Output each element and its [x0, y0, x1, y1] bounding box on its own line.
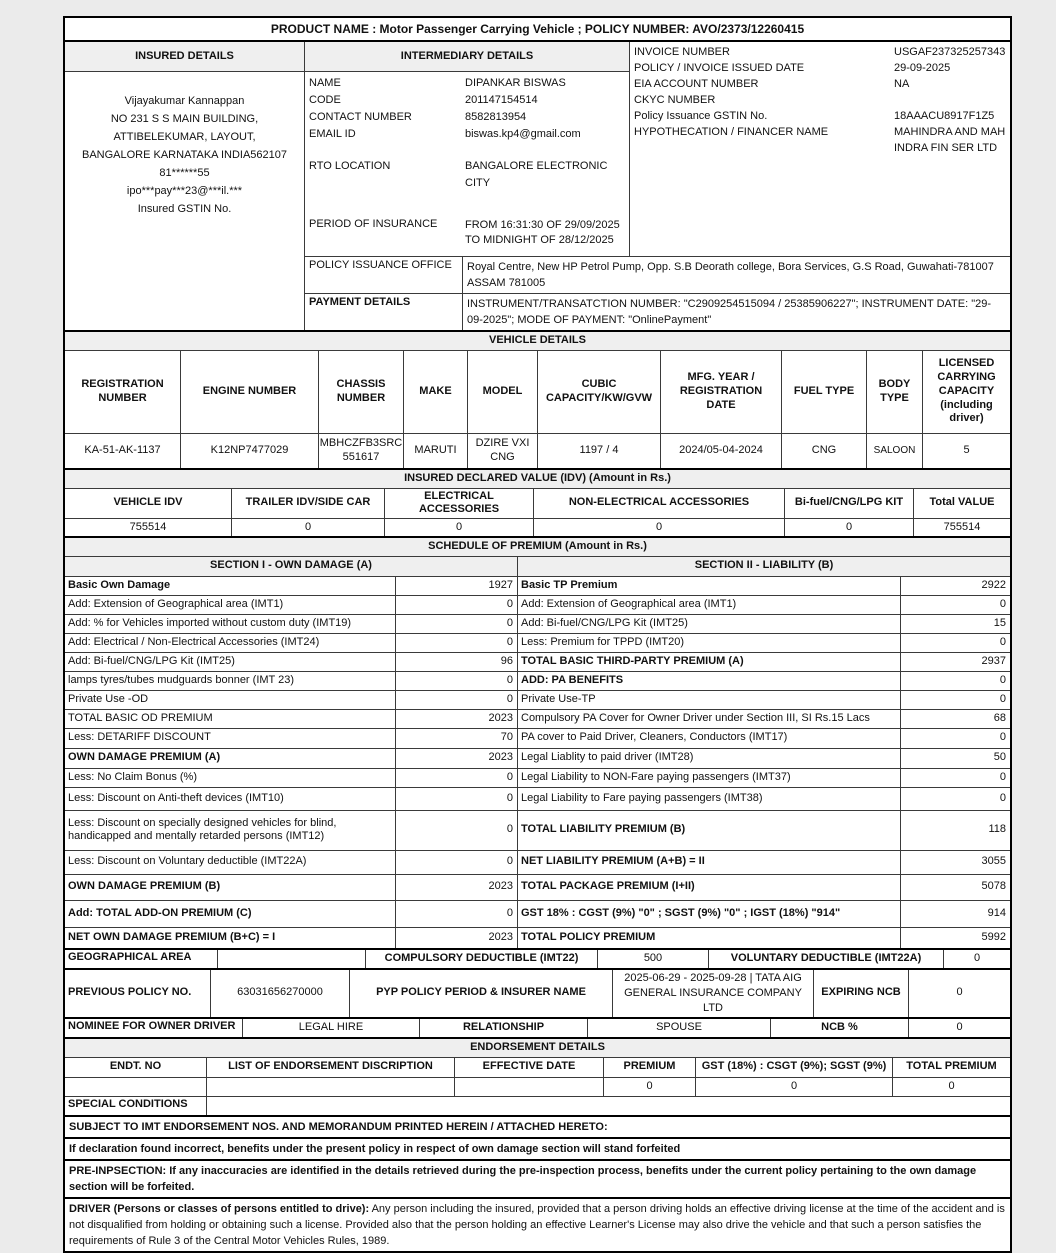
vehicle-header-cell: MODEL [467, 351, 537, 433]
od-item-value: 0 [395, 901, 517, 927]
od-item-value: 0 [395, 615, 517, 633]
tp-item-value: 0 [900, 729, 1010, 748]
endorsement-header-cell: ENDT. NO [109, 1060, 162, 1073]
od-item-value: 0 [395, 769, 517, 787]
od-item-value: 2023 [395, 710, 517, 728]
tp-item-value: 5992 [900, 928, 1010, 948]
vehicle-header-cell: REGISTRATION NUMBER [81, 378, 164, 404]
insured-address-line: ATTIBELEKUMAR, LAYOUT, [113, 131, 256, 143]
insured-address-line: BANGALORE KARNATAKA INDIA562107 [81, 149, 287, 161]
field-value: DIPANKAR BISWAS [465, 77, 566, 89]
pyp-period-label: PYP POLICY PERIOD & INSURER NAME [349, 970, 612, 1017]
field-label: Policy Issuance GSTIN No. [634, 110, 768, 122]
od-item-value: 2023 [395, 875, 517, 900]
field-value: 8582813954 [465, 111, 527, 123]
invoice-row [634, 124, 1006, 156]
invoice-row [634, 92, 1006, 108]
field-label: EMAIL ID [309, 128, 356, 140]
expiring-ncb-label: EXPIRING NCB [813, 970, 908, 1017]
intermediary-row [309, 109, 625, 126]
tp-item-label: Less: Premium for TPPD (IMT20) [517, 634, 900, 652]
tp-item-value: 5078 [900, 875, 1010, 900]
vehicle-value-cell: MARUTI [403, 434, 467, 468]
idv-title: INSURED DECLARED VALUE (IDV) (Amount in Rs.) [65, 468, 1010, 488]
od-item-value: 70 [395, 729, 517, 748]
vehicle-header-cell: MFG. YEAR / REGISTRATION DATE [660, 351, 781, 433]
tp-item-value: 2922 [900, 577, 1010, 595]
premium-row [65, 671, 1010, 690]
idv-value-cell: 0 [231, 519, 384, 536]
premium-section-header-row [65, 556, 1010, 576]
od-item-value: 2023 [395, 749, 517, 768]
premium-row [65, 614, 1010, 633]
preinspection-note: PRE-INPSECTION: If any inaccuracies are identified in the details retrieved during the pre-inspection process, benefits under the current policy pertaining to the own damage section will be forfeited. [65, 1159, 1010, 1197]
od-item-label: TOTAL BASIC OD PREMIUM [68, 711, 213, 724]
field-label: CODE [309, 94, 341, 106]
vehicle-header-cell: BODY TYPE [866, 351, 922, 433]
premium-row [65, 652, 1010, 671]
tp-item-label: Basic TP Premium [517, 577, 900, 595]
premium-row [65, 633, 1010, 652]
field-label: HYPOTHECATION / FINANCER NAME [634, 126, 829, 138]
field-label: INVOICE NUMBER [634, 46, 730, 58]
od-item-label: Basic Own Damage [68, 578, 171, 591]
previous-policy-label: PREVIOUS POLICY NO. [68, 986, 192, 999]
tp-item-value: 50 [900, 749, 1010, 768]
previous-policy-row [65, 968, 1010, 1017]
endorsement-details-title: ENDORSEMENT DETAILS [65, 1037, 1010, 1057]
od-item-label: Less: Discount on Voluntary deductible (IMT22A) [68, 855, 307, 868]
policy-document [63, 16, 1012, 1253]
vehicle-header-cell: FUEL TYPE [781, 351, 866, 433]
pyp-period-value: 2025-06-29 - 2025-09-28 | TATA AIG GENERAL INSURANCE COMPANY LTD [612, 970, 813, 1017]
field-label: NAME [309, 77, 341, 89]
compulsory-deductible-label: COMPULSORY DEDUCTIBLE (IMT22) [365, 950, 597, 968]
vehicle-value-cell: 1197 / 4 [537, 434, 660, 468]
insured-email-masked: ipo***pay***23@***il.*** [126, 185, 243, 197]
idv-value-cell: 755514 [129, 520, 167, 533]
intermediary-row [309, 126, 625, 143]
field-label: POLICY / INVOICE ISSUED DATE [634, 62, 805, 74]
od-item-label: Less: Discount on specially designed vehicles for blind, handicapped and mentally retarded persons (IMT12) [68, 816, 337, 843]
endorsement-value-cell: 0 [892, 1078, 1010, 1096]
vehicle-value-cell: SALOON [866, 434, 922, 468]
od-item-value: 0 [395, 788, 517, 810]
premium-row [65, 748, 1010, 768]
premium-row [65, 595, 1010, 614]
field-value: biswas.kp4@gmail.com [465, 128, 581, 140]
vehicle-table-header [65, 350, 1010, 433]
geographical-area-label: GEOGRAPHICAL AREA [68, 950, 192, 963]
endorsement-value-cell [454, 1078, 603, 1096]
idv-header-cell: ELECTRICAL ACCESSORIES [384, 489, 533, 519]
od-item-label: lamps tyres/tubes mudguards bonner (IMT 23) [68, 673, 295, 686]
vehicle-value-cell: KA-51-AK-1137 [84, 443, 161, 456]
driver-clause-text: Any person including the insured, provided that a person driving holds an effective driving license at the time of the accident and is not disqualified from holding or obtaining such a license. Provided also that the person holding an effective Learner's License may also drive the vehicle and that such a person satisfies the requirements of Rule 3 of the Central Motor Vehicles Rules, 1989. [69, 1202, 1005, 1247]
idv-header-cell: Bi-fuel/CNG/LPG KIT [784, 489, 913, 519]
tp-item-label: TOTAL BASIC THIRD-PARTY PREMIUM (A) [517, 653, 900, 671]
vehicle-value-cell: CNG [781, 434, 866, 468]
endorsement-header-cell: GST (18%) : CSGT (9%); SGST (9%) [695, 1058, 892, 1077]
field-value: MAHINDRA AND MAHINDRA FIN SER LTD [894, 126, 1006, 154]
relationship-label: RELATIONSHIP [419, 1019, 587, 1037]
endorsement-values-row [65, 1077, 1010, 1096]
field-value: NA [894, 78, 910, 90]
idv-header-cell: Total VALUE [913, 489, 1010, 519]
tp-item-value: 3055 [900, 851, 1010, 874]
premium-row [65, 576, 1010, 595]
invoice-row [634, 108, 1006, 124]
tp-item-label: ADD: PA BENEFITS [517, 672, 900, 690]
tp-item-label: GST 18% : CGST (9%) "0" ; SGST (9%) "0" ; IGST (18%) "914" [517, 901, 900, 927]
tp-item-value: 914 [900, 901, 1010, 927]
relationship-value: SPOUSE [587, 1019, 770, 1037]
vehicle-value-cell: 2024/05-04-2024 [660, 434, 781, 468]
od-item-label: Add: TOTAL ADD-ON PREMIUM (C) [68, 906, 252, 919]
premium-row [65, 787, 1010, 810]
nominee-row [65, 1017, 1010, 1037]
idv-header-row [65, 488, 1010, 519]
premium-row [65, 810, 1010, 850]
vehicle-header-cell: LICENSED CARRYING CAPACITY (including driver) [922, 351, 1010, 433]
field-label: RTO LOCATION [309, 160, 391, 172]
intermediary-row [309, 92, 625, 109]
endorsement-header-cell: PREMIUM [603, 1058, 695, 1077]
expiring-ncb-value: 0 [908, 970, 1010, 1017]
insured-address-line: NO 231 S S MAIN BUILDING, [110, 113, 259, 125]
endorsement-header-row [65, 1057, 1010, 1077]
tp-item-label: NET LIABILITY PREMIUM (A+B) = II [517, 851, 900, 874]
vehicle-header-cell: MAKE [403, 351, 467, 433]
field-value: 18AAACU8917F1Z5 [894, 110, 995, 122]
field-value: Royal Centre, New HP Petrol Pump, Opp. S.B Deorath college, Bora Services, G.S Road, Guwahati-781007 ASSAM 781005 [467, 261, 994, 289]
subject-to-imt-note: SUBJECT TO IMT ENDORSEMENT NOS. AND MEMORANDUM PRINTED HEREIN / ATTACHED HERETO: [65, 1115, 1010, 1137]
idv-header-cell: TRAILER IDV/SIDE CAR [231, 489, 384, 519]
invoice-row [634, 44, 1006, 60]
od-item-label: NET OWN DAMAGE PREMIUM (B+C) = I [68, 930, 276, 943]
od-item-label: OWN DAMAGE PREMIUM (A) [68, 751, 221, 764]
idv-value-cell: 0 [533, 519, 784, 536]
field-value: BANGALORE ELECTRONIC CITY [465, 160, 608, 189]
nominee-label: NOMINEE FOR OWNER DRIVER [68, 1019, 236, 1032]
section1-header: SECTION I - OWN DAMAGE (A) [210, 559, 372, 572]
od-item-label: Private Use -OD [68, 692, 149, 705]
od-item-value: 2023 [395, 928, 517, 948]
voluntary-deductible-label: VOLUNTARY DEDUCTIBLE (IMT22A) [708, 950, 943, 968]
ncb-percent-value: 0 [908, 1019, 1010, 1037]
idv-header-cell: VEHICLE IDV [113, 496, 183, 509]
field-label: PERIOD OF INSURANCE [309, 218, 438, 230]
previous-policy-number: 63031656270000 [210, 970, 349, 1017]
tp-item-label: TOTAL PACKAGE PREMIUM (I+II) [517, 875, 900, 900]
intermediary-details-column [305, 42, 630, 256]
field-value: USGAF237325257343 [894, 46, 1006, 58]
premium-row [65, 690, 1010, 709]
od-item-value: 0 [395, 672, 517, 690]
tp-item-value: 2937 [900, 653, 1010, 671]
tp-item-label: Legal Liability to NON-Fare paying passengers (IMT37) [517, 769, 900, 787]
insured-name: Vijayakumar Kannappan [124, 95, 245, 107]
vehicle-value-cell: MBHCZFB3SRC 551617 [318, 434, 403, 468]
header-section [65, 40, 1010, 330]
od-item-value: 0 [395, 811, 517, 850]
intermediary-row [309, 158, 625, 192]
od-item-value: 0 [395, 634, 517, 652]
intermediary-row [309, 75, 625, 92]
endorsement-value-cell: 0 [695, 1078, 892, 1096]
policy-issuance-office-row [305, 256, 1010, 293]
tp-item-value: 0 [900, 634, 1010, 652]
invoice-row [634, 76, 1006, 92]
idv-value-cell: 0 [384, 519, 533, 536]
intermediary-details-header: INTERMEDIARY DETAILS [305, 42, 629, 72]
od-item-label: Add: % for Vehicles imported without custom duty (IMT19) [68, 616, 352, 629]
vehicle-header-cell: CUBIC CAPACITY/KW/GVW [537, 351, 660, 433]
idv-header-cell: NON-ELECTRICAL ACCESSORIES [533, 489, 784, 519]
od-item-label: Less: No Claim Bonus (%) [68, 770, 197, 783]
field-value: 201147154514 [465, 94, 538, 106]
special-conditions-row [65, 1096, 1010, 1115]
product-title: PRODUCT NAME : Motor Passenger Carrying Vehicle ; POLICY NUMBER: AVO/2373/12260415 [270, 21, 805, 36]
premium-row [65, 850, 1010, 874]
premium-row [65, 900, 1010, 927]
premium-row [65, 709, 1010, 728]
vehicle-value-cell: DZIRE VXI CNG [467, 434, 537, 468]
od-item-label: OWN DAMAGE PREMIUM (B) [68, 880, 221, 893]
insured-details-header: INSURED DETAILS [65, 42, 304, 72]
vehicle-table-values [65, 433, 1010, 468]
field-label: POLICY ISSUANCE OFFICE [305, 257, 463, 293]
nominee-name: LEGAL HIRE [242, 1019, 419, 1037]
tp-item-value: 0 [900, 596, 1010, 614]
declaration-note: If declaration found incorrect, benefits under the present policy in respect of own damage section will stand forfeited [65, 1137, 1010, 1159]
tp-item-label: TOTAL POLICY PREMIUM [517, 928, 900, 948]
voluntary-deductible-value: 0 [943, 950, 1010, 968]
od-item-value: 96 [395, 653, 517, 671]
field-label: CONTACT NUMBER [309, 111, 412, 123]
tp-item-value: 0 [900, 769, 1010, 787]
tp-item-label: PA cover to Paid Driver, Cleaners, Conductors (IMT17) [517, 729, 900, 748]
section2-header: SECTION II - LIABILITY (B) [517, 557, 1010, 576]
period-of-insurance-row [309, 218, 625, 248]
premium-row [65, 874, 1010, 900]
premium-row [65, 768, 1010, 787]
field-value: INSTRUMENT/TRANSATCTION NUMBER: "C2909254515094 / 25385906227"; INSTRUMENT DATE: "29-09-2025"; MODE OF PAYMENT: "OnlinePayment" [467, 298, 991, 326]
insured-address-block [65, 72, 304, 326]
invoice-row [634, 60, 1006, 76]
od-item-label: Add: Electrical / Non-Electrical Accessories (IMT24) [68, 635, 320, 648]
od-item-value: 0 [395, 851, 517, 874]
endorsement-header-cell: EFFECTIVE DATE [454, 1058, 603, 1077]
vehicle-details-title: VEHICLE DETAILS [65, 330, 1010, 350]
premium-row [65, 927, 1010, 948]
vehicle-header-cell: CHASSIS NUMBER [318, 351, 403, 433]
premium-row [65, 728, 1010, 748]
endorsement-value-cell [65, 1078, 206, 1096]
driver-clause-lead: DRIVER (Persons or classes of persons entitled to drive): [69, 1202, 370, 1215]
tp-item-value: 15 [900, 615, 1010, 633]
invoice-panel [630, 42, 1010, 256]
tp-item-value: 0 [900, 672, 1010, 690]
od-item-label: Add: Extension of Geographical area (IMT1) [68, 597, 284, 610]
field-label: EIA ACCOUNT NUMBER [634, 78, 759, 90]
od-item-value: 0 [395, 596, 517, 614]
payment-details-row [305, 293, 1010, 330]
header-right-area [305, 42, 1010, 330]
field-value [894, 92, 1006, 108]
compulsory-deductible-value: 500 [597, 950, 708, 968]
vehicle-value-cell: K12NP7477029 [180, 434, 318, 468]
tp-item-label: Compulsory PA Cover for Owner Driver under Section III, SI Rs.15 Lacs [517, 710, 900, 728]
tp-item-label: Legal Liability to Fare paying passengers (IMT38) [517, 788, 900, 810]
tp-item-value: 0 [900, 788, 1010, 810]
insured-gstin-label: Insured GSTIN No. [137, 203, 232, 215]
special-conditions-label: SPECIAL CONDITIONS [68, 1097, 188, 1110]
od-item-label: Add: Bi-fuel/CNG/LPG Kit (IMT25) [68, 654, 235, 667]
tp-item-label: Add: Bi-fuel/CNG/LPG Kit (IMT25) [517, 615, 900, 633]
field-label: PAYMENT DETAILS [305, 294, 463, 330]
geographical-area-value [217, 950, 365, 968]
idv-value-cell: 0 [784, 519, 913, 536]
vehicle-value-cell: 5 [922, 434, 1010, 468]
ncb-percent-label: NCB % [770, 1019, 908, 1037]
driver-clause-note [65, 1197, 1010, 1251]
insured-details-column [65, 42, 305, 330]
field-value: FROM 16:31:30 OF 29/09/2025 TO MIDNIGHT OF 28/12/2025 [465, 219, 620, 246]
field-label: CKYC NUMBER [634, 94, 716, 106]
tp-item-value: 118 [900, 811, 1010, 850]
tp-item-label: TOTAL LIABILITY PREMIUM (B) [517, 811, 900, 850]
endorsement-header-cell: LIST OF ENDORSEMENT DISCRIPTION [206, 1058, 454, 1077]
insured-phone-masked: 81******55 [159, 167, 210, 179]
tp-item-value: 68 [900, 710, 1010, 728]
special-conditions-value [206, 1097, 1010, 1115]
idv-value-cell: 755514 [913, 519, 1010, 536]
od-item-label: Less: Discount on Anti-theft devices (IMT10) [68, 791, 284, 804]
tp-item-label: Legal Liablity to paid driver (IMT28) [517, 749, 900, 768]
endorsement-header-cell: TOTAL PREMIUM [892, 1058, 1010, 1077]
vehicle-header-cell: ENGINE NUMBER [180, 351, 318, 433]
schedule-of-premium-title: SCHEDULE OF PREMIUM (Amount in Rs.) [65, 536, 1010, 556]
od-item-value: 0 [395, 691, 517, 709]
tp-item-label: Private Use-TP [517, 691, 900, 709]
field-value: 29-09-2025 [894, 62, 951, 74]
od-item-label: Less: DETARIFF DISCOUNT [68, 731, 211, 744]
endorsement-value-cell [206, 1078, 454, 1096]
idv-values-row [65, 518, 1010, 536]
deductibles-row [65, 948, 1010, 968]
od-item-value: 1927 [395, 577, 517, 595]
tp-item-label: Add: Extension of Geographical area (IMT1) [517, 596, 900, 614]
endorsement-value-cell: 0 [603, 1078, 695, 1096]
tp-item-value: 0 [900, 691, 1010, 709]
